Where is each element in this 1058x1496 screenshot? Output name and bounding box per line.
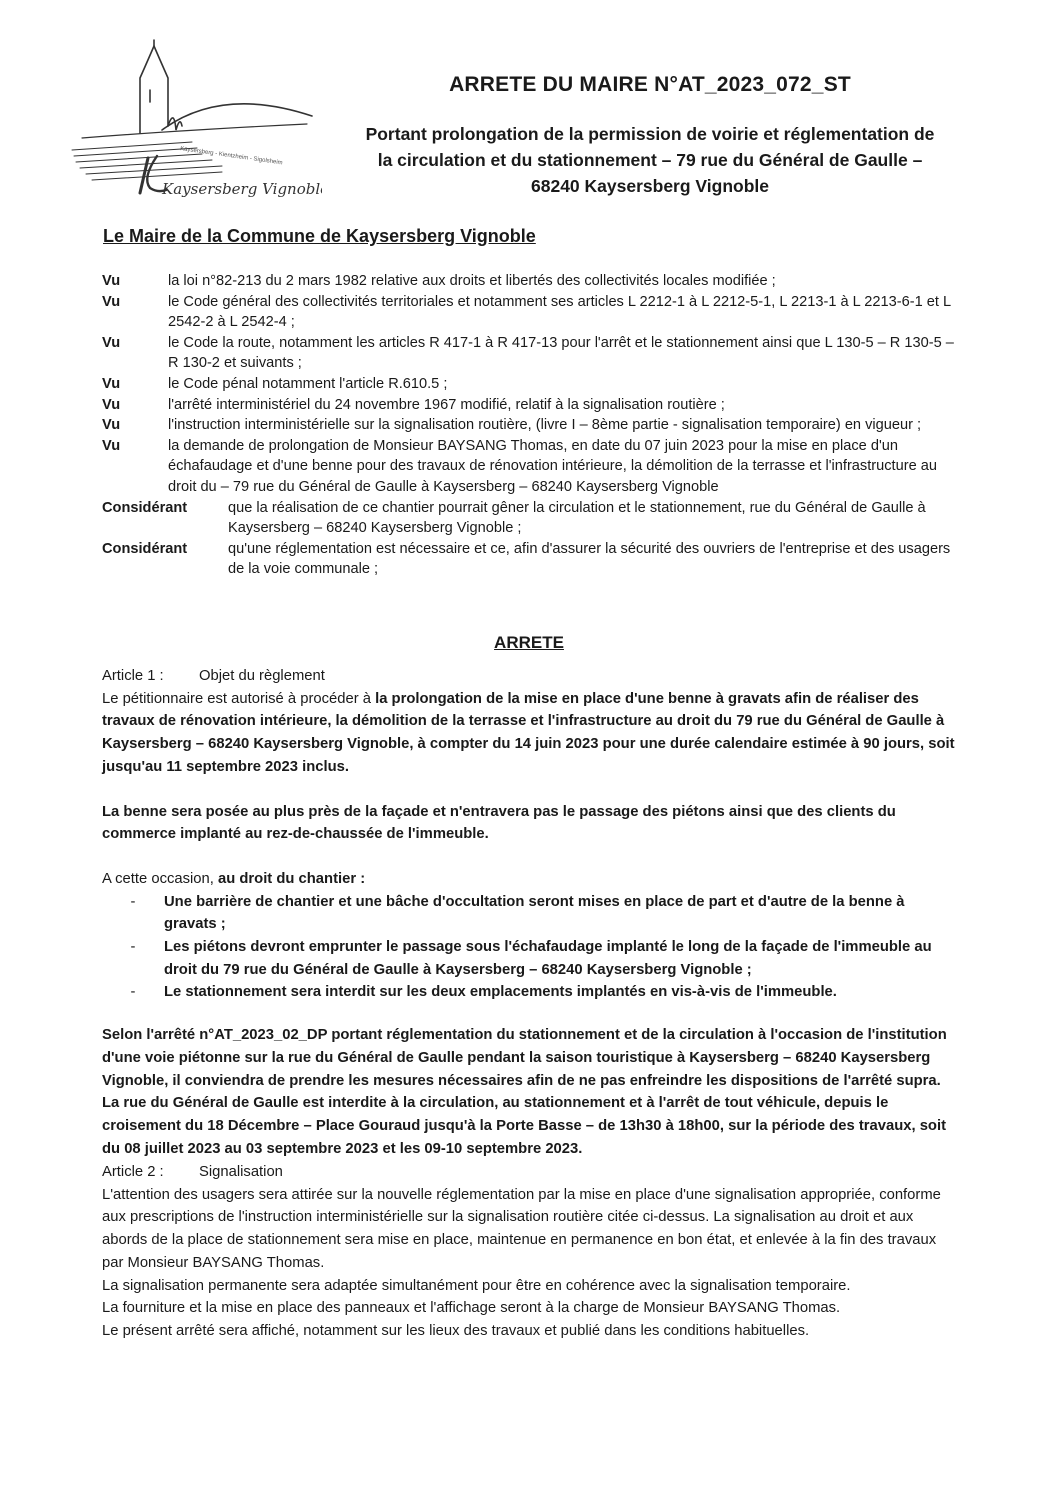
subtitle-line: 68240 Kaysersberg Vignoble xyxy=(531,176,769,196)
article-1-paragraph-1 xyxy=(102,688,960,779)
visa-text: le Code général des collectivités territoriales et notamment ses articles L 2212-1 à L 2212-5-1, L 2213-1 à L 2213-6-1 et L 2542-2 à L 2542-4 ; xyxy=(168,293,951,331)
logo-tagline: Kaysersberg - Kientzheim - Sigolsheim xyxy=(179,146,283,167)
article-2-heading xyxy=(102,1161,960,1184)
article-2-paragraph-3: La fourniture et la mise en place des panneaux et l'affichage seront à la charge de Monsieur BAYSANG Thomas. xyxy=(102,1300,841,1317)
article-2-paragraph-4: Le présent arrêté sera affiché, notamment sur les lieux des travaux et publié dans les conditions habituelles. xyxy=(102,1322,810,1339)
article-1-paragraph-4: Selon l'arrêté n°AT_2023_02_DP portant réglementation du stationnement et de la circulation à l'occasion de l'institution d'une voie piétonne sur la rue du Général de Gaulle pendant la saison touristique à Kaysersberg – 68240 Kaysersberg Vignoble, il conviendra de prendre les mesures nécessaires afin de ne pas enfreindre les dispositions de l'arrêté supra. La rue du Général de Gaulle est interdite à la circulation, au stationnement et à l'arrêt de tout véhicule, depuis le croisement du 18 Décembre – Place Gouraud jusqu'à la Porte Basse – de 13h30 à 18h00, sur la période des travaux, soit du 08 juillet 2023 au 03 septembre 2023 et les 09-10 septembre 2023. xyxy=(102,1027,947,1157)
considerant-text: que la réalisation de ce chantier pourrait gêner la circulation et le stationnement, rue du Général de Gaulle à Kaysersberg – 68240 Kaysersberg Vignoble ; xyxy=(228,499,926,537)
considerant-item xyxy=(102,539,962,580)
article-1-title: Objet du règlement xyxy=(199,668,325,684)
article-1-paragraph-3 xyxy=(102,868,960,891)
visa-text: l'instruction interministérielle sur la signalisation routière, (livre I – 8ème partie - signalisation temporaire) en vigueur ; xyxy=(168,417,922,434)
considerant-key: Considérant xyxy=(102,499,188,516)
visa-key: Vu xyxy=(102,437,121,454)
logo-name: Kaysersberg Vignoble xyxy=(162,180,322,198)
measure-text: Une barrière de chantier et une bâche d'occultation seront mises en place de part et d'autre de la benne à gravats ; xyxy=(164,893,905,933)
measure-item: - Les piétons devront emprunter le passage sous l'échafaudage implanté le long de la façade de l'immeuble au droit du 79 rue du Général de Gaulle à Kaysersberg – 68240 Kaysersberg Vignoble ; xyxy=(102,936,960,981)
measure-item: - Une barrière de chantier et une bâche d'occultation seront mises en place de part et d'autre de la benne à gravats ; xyxy=(102,891,960,936)
visa-item xyxy=(102,395,962,416)
paragraph-text: A cette occasion, xyxy=(102,870,218,887)
visa-text: le Code pénal notamment l'article R.610.5 ; xyxy=(168,375,448,392)
document-title: ARRETE DU MAIRE N°AT_2023_072_ST xyxy=(449,73,851,96)
visa-item xyxy=(102,374,962,395)
visa-key: Vu xyxy=(102,293,121,310)
visa-text: la loi n°82-213 du 2 mars 1982 relative aux droits et libertés des collectivités locales modifiée ; xyxy=(168,273,776,289)
maire-heading: Le Maire de la Commune de Kaysersberg Vignoble xyxy=(103,226,536,246)
article-1-paragraph-2: La benne sera posée au plus près de la façade et n'entravera pas le passage des piétons ainsi que des clients du commerce implanté au rez-de-chaussée de l'immeuble. xyxy=(102,803,896,843)
subtitle-line: la circulation et du stationnement – 79 rue du Général de Gaulle – xyxy=(377,150,923,170)
visas-list xyxy=(102,271,962,580)
visa-item xyxy=(102,271,962,292)
visa-text: l'arrêté interministériel du 24 novembre 1967 modifié, relatif à la signalisation routière ; xyxy=(168,396,725,413)
article-1-number: Article 1 : xyxy=(102,668,164,684)
paragraph-text: Le pétitionnaire est autorisé à procéder à xyxy=(102,690,376,707)
measure-text: Les piétons devront emprunter le passage sous l'échafaudage implanté le long de la façade de l'immeuble au droit du 79 rue du Général de Gaulle à Kaysersberg – 68240 Kaysersberg Vignoble ; xyxy=(164,939,932,978)
visa-item xyxy=(102,333,962,374)
article-2 xyxy=(102,1161,960,1343)
measure-item: - Le stationnement sera interdit sur les deux emplacements implantés en vis-à-vis de l'immeuble. xyxy=(102,981,960,1004)
visa-key: Vu xyxy=(102,375,121,392)
visa-item xyxy=(102,436,962,498)
considerant-key: Considérant xyxy=(102,540,188,557)
logo-graphic xyxy=(62,38,322,203)
paragraph-bold-text: la prolongation de la mise en place d'une benne à gravats afin de réaliser des travaux de rénovation intérieure, la démolition de la terrasse et l'infrastructure au droit du 79 rue du Général de Gaulle à Kaysersberg – 68240 Kaysersberg Vignoble, à compter du 14 juin 2023 pour une durée calendaire estimée à 90 jours, soit jusqu'au 11 septembre 2023 inclus. xyxy=(102,690,955,775)
visa-text: le Code la route, notamment les articles R 417-1 à R 417-13 pour l'arrêt et le stationnement ainsi que L 130-5 – R 130-5 – R 130-2 et suivants ; xyxy=(168,334,954,372)
visa-text: la demande de prolongation de Monsieur BAYSANG Thomas, en date du 07 juin 2023 pour la mise en place d'un échafaudage et d'une benne pour des travaux de rénovation intérieure, la démolition de la terrasse et l'infrastructure au droit du – 79 rue du Général de Gaulle à Kaysersberg – 68240 Kaysersberg Vignoble xyxy=(168,437,937,495)
article-1-heading xyxy=(102,665,960,688)
visa-key: Vu xyxy=(102,396,121,413)
kaysersberg-logo xyxy=(62,38,322,203)
visa-item xyxy=(102,415,962,436)
paragraph-bold-text: au droit du chantier : xyxy=(217,870,366,887)
arrete-heading: ARRETE xyxy=(494,633,564,652)
visa-key: Vu xyxy=(102,334,121,351)
document-subtitle xyxy=(320,121,980,199)
considerant-text: qu'une réglementation est nécessaire et ce, afin d'assurer la sécurité des ouvriers de l'entreprise et des usagers de la voie communale ; xyxy=(228,540,951,578)
measures-list xyxy=(102,891,960,1005)
visa-item xyxy=(102,292,962,333)
article-1 xyxy=(102,665,960,1160)
subtitle-line: Portant prolongation de la permission de voirie et réglementation de xyxy=(365,124,935,144)
measure-text: Le stationnement sera interdit sur les deux emplacements implantés en vis-à-vis de l'immeuble. xyxy=(164,984,837,1001)
considerant-item xyxy=(102,498,962,539)
visa-key: Vu xyxy=(102,417,121,434)
visa-key: Vu xyxy=(102,273,121,289)
article-2-title: Signalisation xyxy=(199,1164,283,1180)
article-2-paragraph-2: La signalisation permanente sera adaptée simultanément pour être en cohérence avec la signalisation temporaire. xyxy=(102,1277,851,1294)
article-2-paragraph-1: L'attention des usagers sera attirée sur la nouvelle réglementation par la mise en place d'une signalisation appropriée, conforme aux prescriptions de l'instruction interministérielle sur la signalisation routière citée ci-dessus. La signalisation au droit et aux abords de la place de stationnement sera mise en place, maintenue en permanence en bon état, et enlevée à la fin des travaux par Monsieur BAYSANG Thomas. xyxy=(102,1186,941,1271)
article-2-number: Article 2 : xyxy=(102,1164,164,1180)
